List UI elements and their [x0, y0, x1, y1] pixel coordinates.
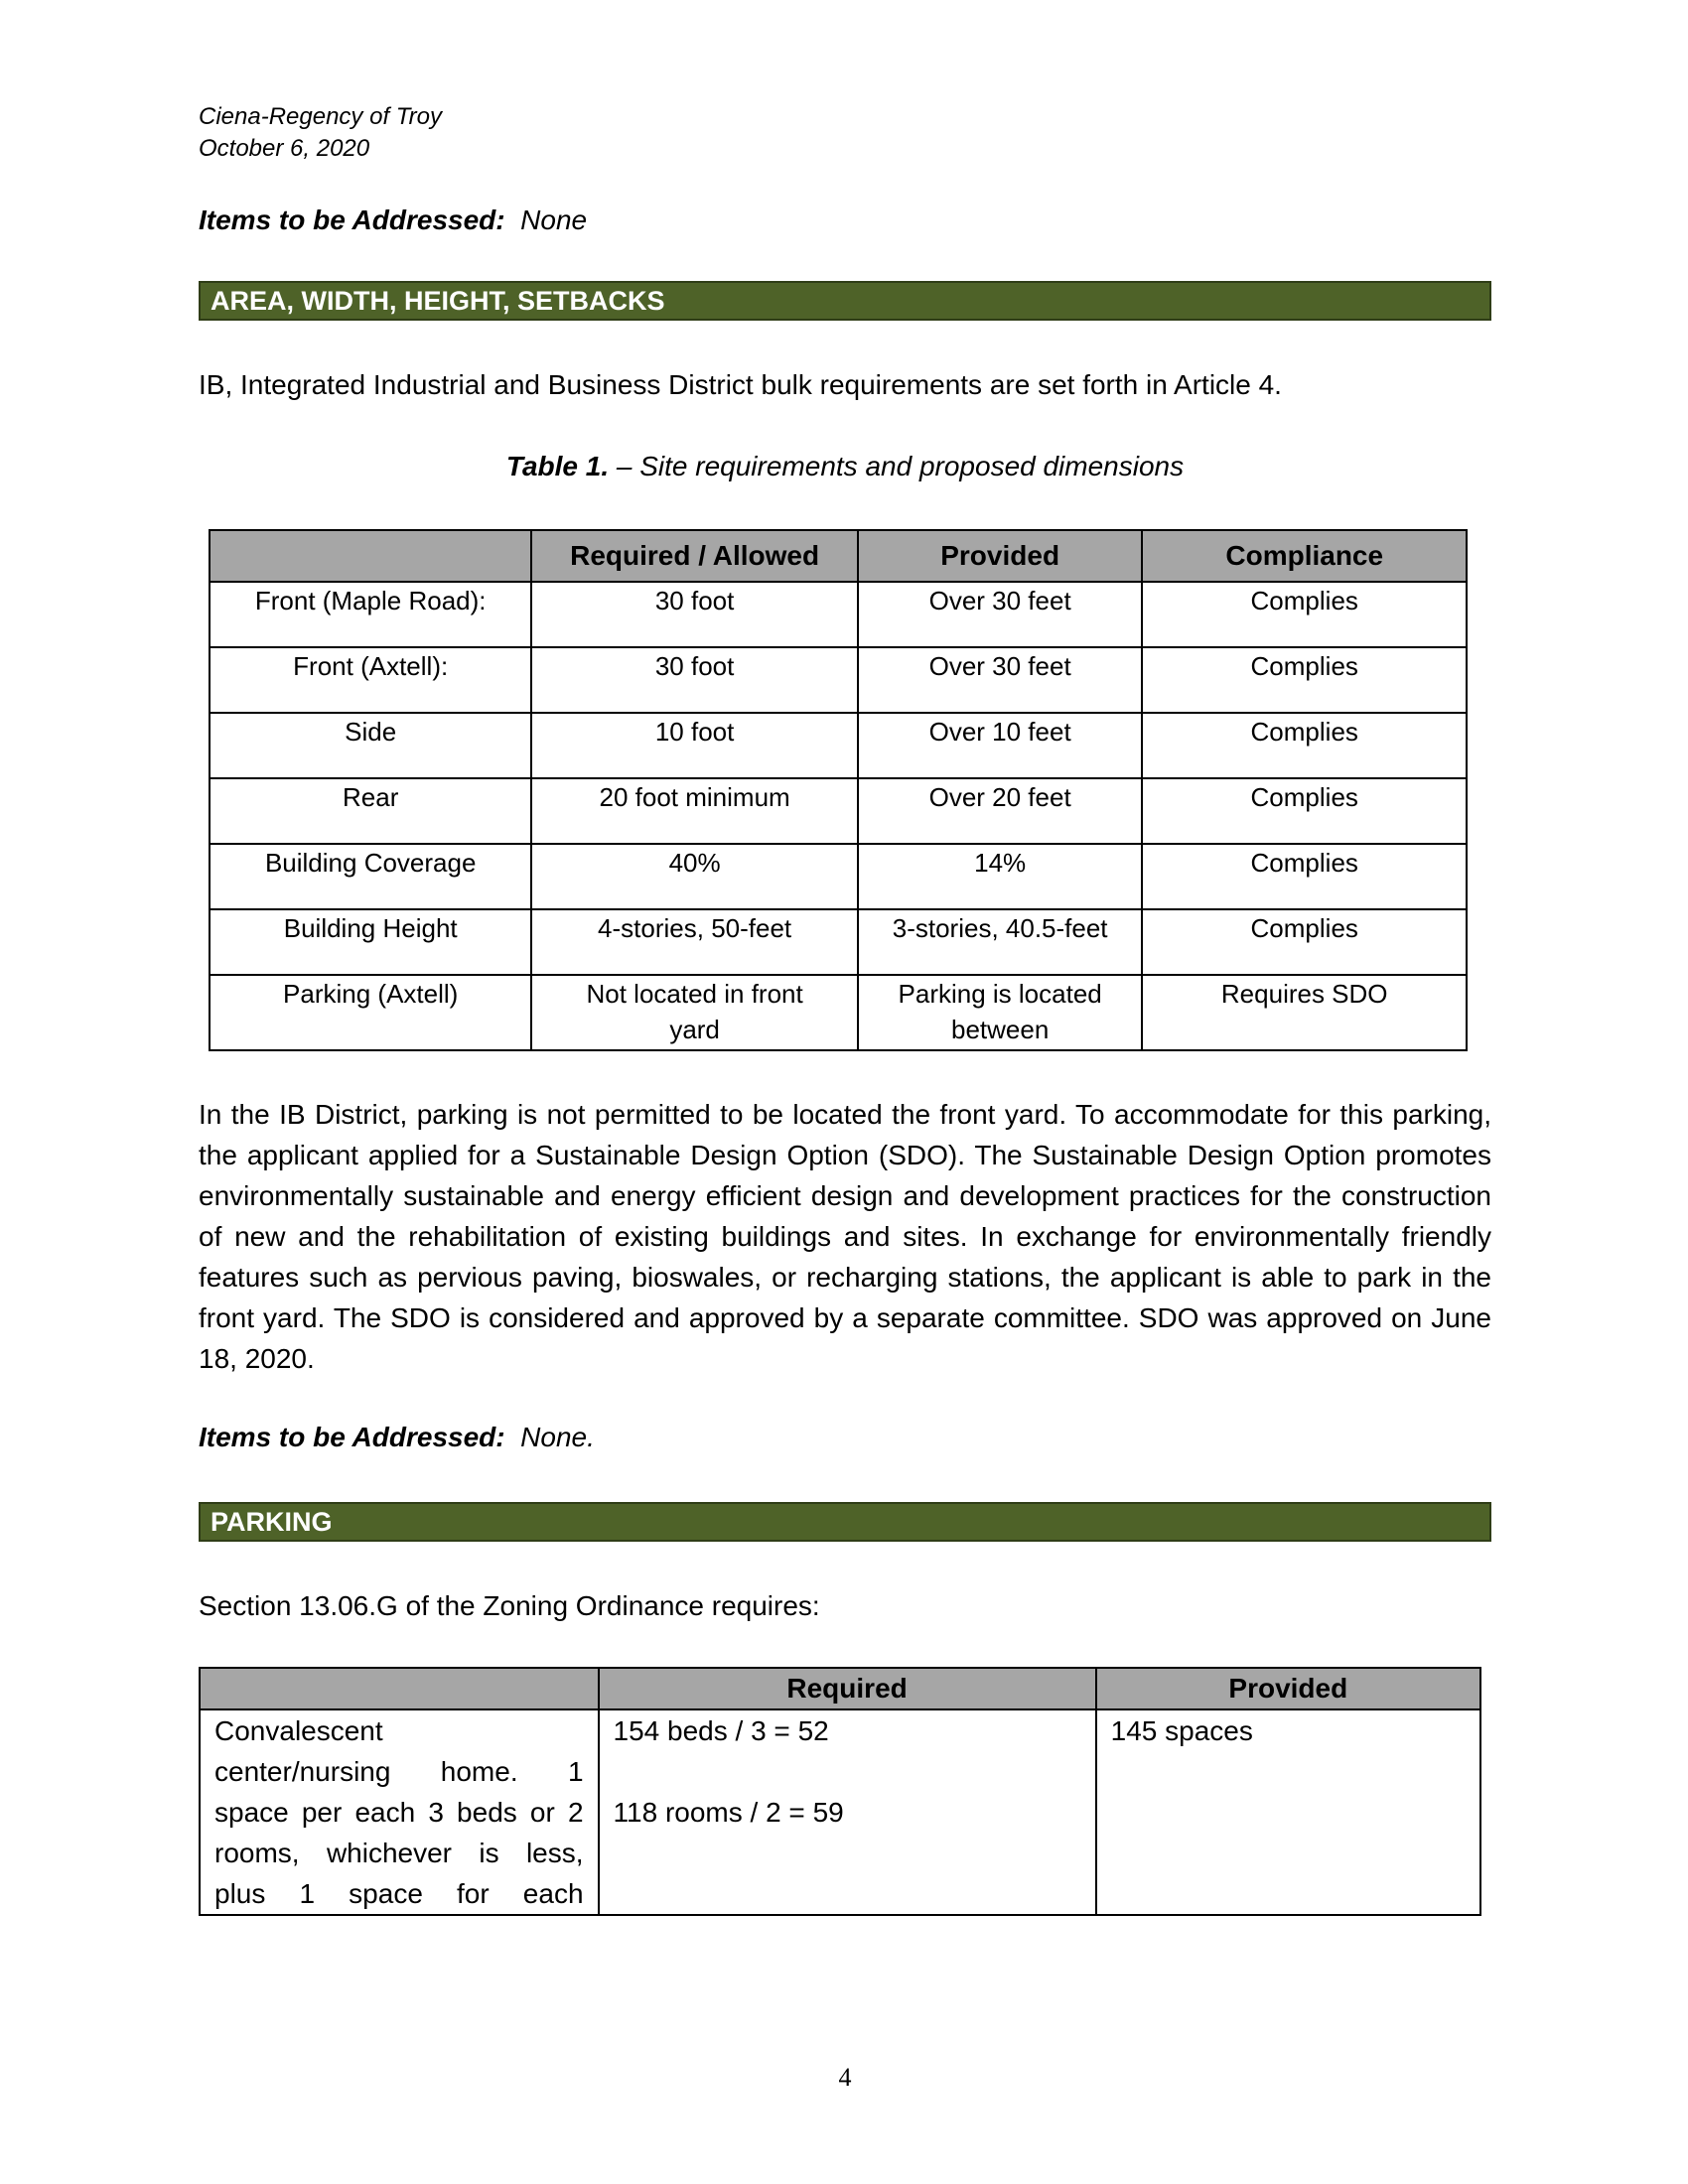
page-number: 4	[838, 2063, 852, 2092]
items-value: None	[520, 205, 588, 235]
setbacks-intro: IB, Integrated Industrial and Business District bulk requirements are set forth in Article 4.	[199, 369, 1282, 400]
table-cell: Front (Maple Road):	[210, 582, 531, 647]
table-cell: Side	[210, 713, 531, 778]
items-to-be-addressed-1	[199, 203, 587, 238]
sdo-paragraph: In the IB District, parking is not permitted to be located the front yard. To accommodate for this parking, the applicant applied for a Sustainable Design Option (SDO). The Sustainable Design Option promotes environmentally sustainable and energy efficient design and development practices for the construction of new and the rehabilitation of existing buildings and sites. In exchange for environmentally friendly features such as pervious paving, bioswales, or recharging stations, the applicant is able to park in the front yard. The SDO is considered and approved by a separate committee. SDO was approved on June 18, 2020.	[199, 1099, 1491, 1374]
table-caption-text: – Site requirements and proposed dimensions	[609, 451, 1185, 481]
items-label: Items to be Addressed:	[199, 205, 505, 235]
table-cell: Rear	[210, 778, 531, 844]
table-row	[210, 844, 1467, 909]
header-cell: Required / Allowed	[531, 530, 857, 582]
table-row	[210, 647, 1467, 713]
required-rooms: 118 rooms / 2 = 59	[613, 1797, 844, 1828]
table-cell: Building Height	[210, 909, 531, 975]
table-header-row	[200, 1668, 1480, 1709]
header-cell: Compliance	[1142, 530, 1467, 582]
table-row	[210, 975, 1467, 1050]
parking-use-line: space per each 3 beds or 2	[214, 1797, 584, 1828]
parking-provided-cell	[1096, 1709, 1480, 1915]
table-caption-number: Table 1.	[505, 451, 610, 481]
table-cell: Not located in front yard	[531, 975, 857, 1050]
required-beds: 154 beds / 3 = 52	[613, 1715, 829, 1746]
table-cell: 20 foot minimum	[531, 778, 857, 844]
parking-required-cell	[599, 1709, 1096, 1915]
header-cell: Provided	[1096, 1668, 1480, 1709]
table-cell: Complies	[1142, 713, 1467, 778]
table-cell: 10 foot	[531, 713, 857, 778]
provided-spaces: 145 spaces	[1110, 1715, 1253, 1746]
table-cell: Complies	[1142, 582, 1467, 647]
table-row	[210, 582, 1467, 647]
table-cell: Complies	[1142, 647, 1467, 713]
table-cell: 14%	[858, 844, 1143, 909]
table-cell: Over 10 feet	[858, 713, 1143, 778]
header-date: October 6, 2020	[199, 135, 370, 162]
parking-use-line: plus 1 space for each	[214, 1878, 584, 1909]
parking-intro: Section 13.06.G of the Zoning Ordinance requires:	[199, 1590, 820, 1621]
table-row	[210, 778, 1467, 844]
items-label: Items to be Addressed:	[199, 1422, 505, 1452]
table-cell: Over 30 feet	[858, 647, 1143, 713]
parking-use-cell	[200, 1709, 599, 1915]
table-cell: 30 foot	[531, 647, 857, 713]
table-header-row	[210, 530, 1467, 582]
table-cell: Complies	[1142, 909, 1467, 975]
parking-use-line: center/nursing home. 1	[214, 1756, 584, 1787]
table-cell: Requires SDO	[1142, 975, 1467, 1050]
table-cell: 40%	[531, 844, 857, 909]
parking-use-line: rooms, whichever is less,	[214, 1838, 584, 1868]
table-cell: Over 30 feet	[858, 582, 1143, 647]
header-cell: Required	[599, 1668, 1096, 1709]
items-value: None.	[520, 1422, 595, 1452]
table-cell: 3-stories, 40.5-feet	[858, 909, 1143, 975]
document-page	[199, 0, 1489, 2184]
table-row	[210, 909, 1467, 975]
table-cell: 30 foot	[531, 582, 857, 647]
table-cell: 4-stories, 50-feet	[531, 909, 857, 975]
table-row	[210, 713, 1467, 778]
header-title: Ciena-Regency of Troy	[199, 103, 442, 130]
table-cell: Over 20 feet	[858, 778, 1143, 844]
parking-table	[199, 1667, 1481, 1916]
section-banner-parking: PARKING	[199, 1502, 1491, 1542]
table-row	[200, 1709, 1480, 1915]
parking-use-line: Convalescent	[214, 1715, 383, 1746]
table-cell: Complies	[1142, 844, 1467, 909]
site-requirements-table	[209, 529, 1468, 1051]
table-cell: Building Coverage	[210, 844, 531, 909]
table-cell: Parking (Axtell)	[210, 975, 531, 1050]
header-cell	[200, 1668, 599, 1709]
table-cell: Complies	[1142, 778, 1467, 844]
table-caption	[199, 449, 1491, 484]
header-cell	[210, 530, 531, 582]
section-banner-setbacks: AREA, WIDTH, HEIGHT, SETBACKS	[199, 281, 1491, 321]
header-cell: Provided	[858, 530, 1143, 582]
table-cell: Parking is located between	[858, 975, 1143, 1050]
table-cell: Front (Axtell):	[210, 647, 531, 713]
items-to-be-addressed-2	[199, 1420, 595, 1455]
